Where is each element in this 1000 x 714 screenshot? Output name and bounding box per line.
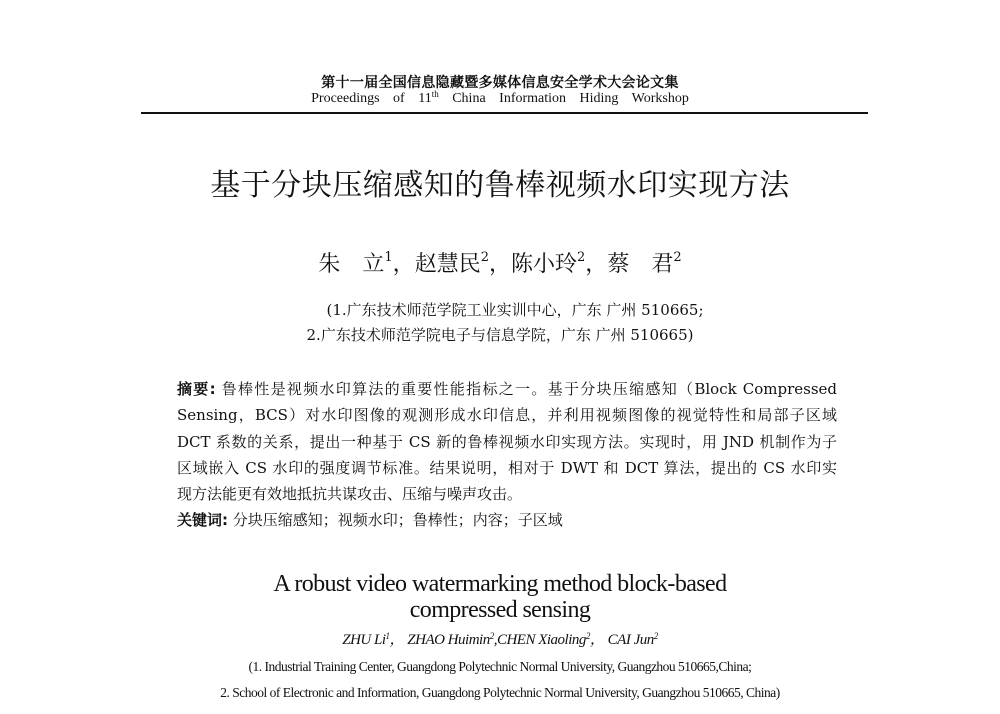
proceedings-en-prefix: Proceedings of 11	[311, 91, 432, 106]
authors-cn	[0, 247, 1000, 278]
keywords-line	[177, 507, 837, 533]
abstract-line-5: 现方法能更有效地抵抗共谋攻击、压缩与噪声攻击。	[177, 485, 523, 504]
author-en-4: CAI Jun$^2$	[607, 631, 658, 648]
author-en-3: CHEN Xiaoling$^2$，	[496, 631, 605, 648]
affiliation-cn-1: (1.广东技术师范学院工业实训中心，广东 广州 510665;	[326, 301, 704, 319]
paper-title-en-line-2: compressed sensing	[409, 597, 591, 623]
paper-title-cn: 基于分块压缩感知的鲁棒视频水印实现方法	[210, 168, 790, 203]
header-rule	[141, 112, 868, 114]
author-cn-3: 陈小玲$^2$，	[511, 250, 608, 277]
affiliation-en-1: (1. Industrial Training Center, Guangdong Polytechnic Normal University, Guangzhou 510665,China;	[248, 659, 752, 674]
affiliation-cn-2: 2.广东技术师范学院电子与信息学院，广东 广州 510665)	[306, 326, 694, 344]
author-cn-1: 朱 立$^1$，	[318, 250, 415, 277]
author-en-2: ZHAO Huimin$^2$,	[407, 631, 497, 648]
abstract-line-1: 摘要: 鲁棒性是视频水印算法的重要性能指标之一。基于分块压缩感知（Block Compressed	[177, 380, 837, 398]
affiliation-en-2: 2. School of Electronic and Information, Guangdong Polytechnic Normal University, Guangzhou 510665, China)	[220, 685, 780, 700]
abstract-label: 摘要:	[177, 380, 216, 398]
ordinal-suffix: th	[431, 89, 439, 99]
keywords-text: 分块压缩感知；视频水印；鲁棒性；内容；子区域	[228, 511, 563, 530]
abstract-line-3: DCT 系数的关系，提出一种基于 CS 新的鲁棒视频水印实现方法。实现时，用 JND 机制作为子	[177, 432, 837, 451]
abstract-line-2: Sensing，BCS）对水印图像的观测形成水印信息，并利用视频图像的视觉特性和局部子区域	[177, 406, 837, 425]
paper-title-en	[0, 571, 1000, 623]
author-cn-2: 赵慧民$^2$，	[414, 250, 511, 277]
author-cn-4: 蔡 君$^2$	[607, 250, 682, 277]
paper-title-en-line-1: A robust video watermarking method block-based	[273, 571, 727, 597]
proceedings-title-cn: 第十一届全国信息隐藏暨多媒体信息安全学术大会论文集	[321, 75, 679, 91]
proceedings-title-en	[0, 91, 1000, 107]
proceedings-en-suffix: China Information Hiding Workshop	[452, 91, 689, 106]
author-en-1: ZHU Li$^1$，	[342, 631, 405, 648]
abstract-block	[177, 376, 837, 534]
keywords-label: 关键词:	[177, 511, 228, 530]
abstract-line-4: 区域嵌入 CS 水印的强度调节标准。结果说明，相对于 DWT 和 DCT 算法，提出的 CS 水印实	[177, 458, 837, 477]
authors-en	[0, 628, 1000, 649]
